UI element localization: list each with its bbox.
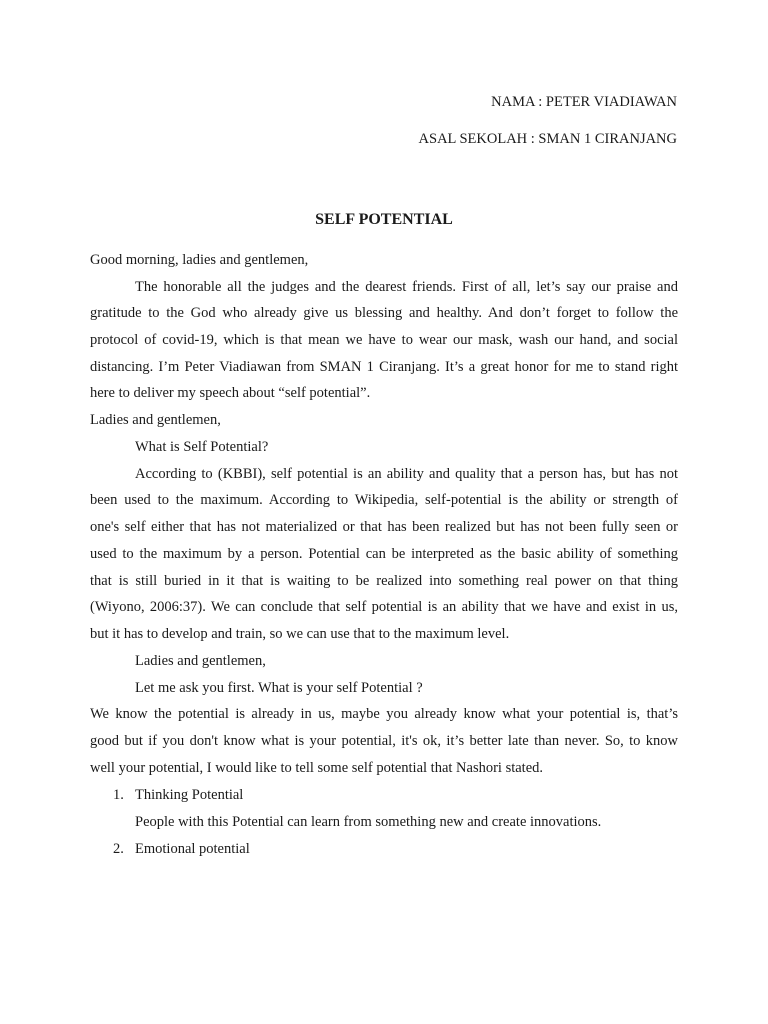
document-title: SELF POTENTIAL (315, 211, 453, 228)
list-item-1-label: Thinking Potential (135, 787, 244, 803)
paragraph-2-line-1: According to (KBBI), self potential is an ability and quality that a person has, but has not (135, 466, 678, 482)
paragraph-1-line-3: protocol of covid-19, which is that mean we have to wear our mask, wash our hand, and social (90, 332, 678, 348)
list-item-2-label: Emotional potential (135, 841, 250, 857)
paragraph-2-line-7: but it has to develop and train, so we can use that to the maximum level. (90, 626, 510, 642)
greeting: Good morning, ladies and gentlemen, (90, 252, 309, 268)
paragraph-2-line-6: (Wiyono, 2006:37). We can conclude that self potential is an ability that we have and exist in us, (90, 599, 678, 615)
question-1: What is Self Potential? (135, 439, 269, 455)
paragraph-2-line-2: been used to the maximum. According to Wikipedia, self-potential is the ability or strength of (90, 492, 678, 508)
paragraph-3-line-1: We know the potential is already in us, maybe you already know what your potential is, that’s (90, 706, 678, 722)
list-item-1-description: People with this Potential can learn from something new and create innovations. (135, 814, 602, 830)
ladies-gentlemen-2: Ladies and gentlemen, (135, 653, 266, 669)
school-name: ASAL SEKOLAH : SMAN 1 CIRANJANG (418, 131, 677, 147)
paragraph-1-line-2: gratitude to the God who already give us blessing and healthy. And don’t forget to follow the (90, 305, 678, 321)
list-item-2-number: 2. (113, 841, 124, 857)
paragraph-2-line-3: one's self either that has not materialized or that has been realized but has not been fully seen or (90, 519, 678, 535)
paragraph-1-line-4: distancing. I’m Peter Viadiawan from SMAN 1 Ciranjang. It’s a great honor for me to stand right (90, 359, 678, 375)
paragraph-1-line-5: here to deliver my speech about “self potential”. (90, 385, 371, 401)
list-item-1-number: 1. (113, 787, 124, 803)
paragraph-3-line-3: well your potential, I would like to tell some self potential that Nashori stated. (90, 760, 544, 776)
paragraph-2-line-4: used to the maximum by a person. Potential can be interpreted as the basic ability of something (90, 546, 678, 562)
paragraph-3-line-2: good but if you don't know what is your potential, it's ok, it’s better late than never. So, to know (90, 733, 678, 749)
paragraph-2-line-5: that is still buried in it that is waiting to be realized into something real power on that thing (90, 573, 678, 589)
ladies-gentlemen-1: Ladies and gentlemen, (90, 412, 221, 428)
paragraph-1-line-1: The honorable all the judges and the dearest friends. First of all, let’s say our praise and (135, 279, 678, 295)
question-2: Let me ask you first. What is your self Potential ? (135, 680, 423, 696)
student-name: NAMA : PETER VIADIAWAN (491, 94, 677, 110)
